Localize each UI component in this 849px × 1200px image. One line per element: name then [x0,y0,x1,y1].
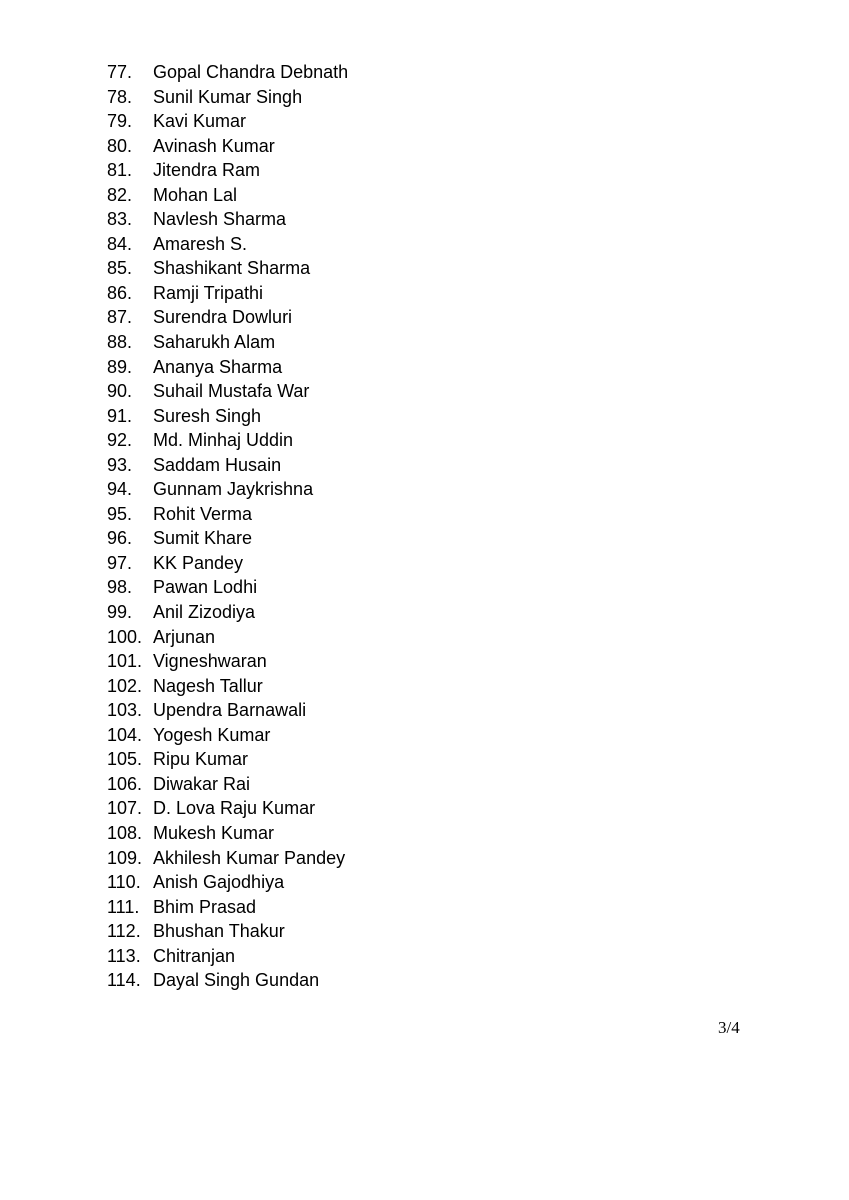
item-name: Akhilesh Kumar Pandey [153,847,346,868]
item-number: 81. [107,160,133,181]
list-item [107,428,348,453]
item-name: Suhail Mustafa War [153,381,310,402]
list-item [107,968,348,993]
item-name: Jitendra Ram [153,160,261,181]
item-number: 106. [107,773,143,794]
list-item [107,674,348,699]
item-number: 84. [107,233,133,254]
list-item [107,723,348,748]
item-number: 82. [107,184,133,205]
list-item [107,453,348,478]
list-item [107,919,348,944]
item-name: Arjunan [153,626,216,647]
list-item [107,846,348,871]
item-number: 101. [107,651,143,672]
list-item [107,207,348,232]
list-item [107,944,348,969]
item-name: Md. Minhaj Uddin [153,430,294,451]
item-name: Anish Gajodhiya [153,872,285,893]
item-number: 91. [107,405,133,426]
item-number: 112. [107,921,141,942]
item-name: Bhim Prasad [153,896,257,917]
item-name: Surendra Dowluri [153,307,293,328]
item-name: Bhushan Thakur [153,921,285,942]
item-number: 93. [107,454,133,475]
item-name: Suresh Singh [153,405,262,426]
item-number: 103. [107,700,143,721]
item-number: 83. [107,209,133,230]
item-number: 78. [107,86,133,107]
item-number: 96. [107,528,133,549]
item-number: 95. [107,503,133,524]
list-item [107,698,348,723]
item-number: 110. [107,872,141,893]
item-name: KK Pandey [153,552,244,573]
list-item [107,526,348,551]
list-item [107,305,348,330]
item-number: 114. [107,970,141,991]
list-item [107,747,348,772]
list-item [107,575,348,600]
list-item [107,183,348,208]
list-item [107,404,348,429]
list-item [107,600,348,625]
item-number: 104. [107,724,143,745]
item-number: 100. [107,626,143,647]
item-number: 90. [107,381,133,402]
list-item [107,256,348,281]
name-list [107,60,348,993]
item-number: 102. [107,675,143,696]
item-name: Yogesh Kumar [153,724,271,745]
item-number: 79. [107,111,133,132]
list-item [107,109,348,134]
item-number: 107. [107,798,143,819]
item-name: Diwakar Rai [153,773,251,794]
item-name: Chitranjan [153,945,236,966]
item-name: Sumit Khare [153,528,253,549]
item-name: Dayal Singh Gundan [153,970,320,991]
item-name: Amaresh S. [153,233,248,254]
list-item [107,772,348,797]
list-item [107,355,348,380]
list-item [107,330,348,355]
list-item [107,85,348,110]
item-number: 86. [107,282,133,303]
item-number: 87. [107,307,133,328]
list-item [107,158,348,183]
item-name: Sunil Kumar Singh [153,86,303,107]
list-item [107,649,348,674]
item-name: Mohan Lal [153,184,238,205]
item-name: D. Lova Raju Kumar [153,798,316,819]
item-number: 98. [107,577,133,598]
item-number: 109. [107,847,143,868]
list-item [107,870,348,895]
item-number: 105. [107,749,143,770]
list-item [107,895,348,920]
list-item [107,60,348,85]
item-name: Mukesh Kumar [153,822,275,843]
list-item [107,796,348,821]
item-number: 85. [107,258,133,279]
item-number: 94. [107,479,133,500]
item-name: Pawan Lodhi [153,577,258,598]
item-name: Rohit Verma [153,503,253,524]
item-name: Saddam Husain [153,454,282,475]
item-name: Gunnam Jaykrishna [153,479,314,500]
item-number: 77. [107,62,133,82]
item-name: Upendra Barnawali [153,700,307,721]
item-name: Anil Zizodiya [153,602,256,623]
item-name: Vigneshwaran [153,651,267,672]
item-number: 113. [107,945,141,966]
list-item [107,379,348,404]
item-number: 99. [107,602,133,623]
item-number: 89. [107,356,133,377]
list-item [107,281,348,306]
list-item [107,232,348,257]
page-number: 3/4 [718,1018,740,1037]
item-number: 111. [107,896,140,917]
item-name: Saharukh Alam [153,332,276,353]
list-item [107,821,348,846]
item-number: 88. [107,332,133,353]
item-name: Nagesh Tallur [153,675,263,696]
item-name: Ripu Kumar [153,749,249,770]
list-item [107,477,348,502]
list-item [107,134,348,159]
item-number: 97. [107,552,133,573]
item-name: Ananya Sharma [153,356,283,377]
item-number: 80. [107,135,133,156]
item-name: Shashikant Sharma [153,258,311,279]
item-name: Navlesh Sharma [153,209,287,230]
item-name: Gopal Chandra Debnath [153,62,349,82]
item-number: 92. [107,430,133,451]
list-item [107,551,348,576]
list-item [107,625,348,650]
item-name: Kavi Kumar [153,111,247,132]
item-name: Ramji Tripathi [153,282,264,303]
item-number: 108. [107,822,143,843]
item-name: Avinash Kumar [153,135,275,156]
list-item [107,502,348,527]
